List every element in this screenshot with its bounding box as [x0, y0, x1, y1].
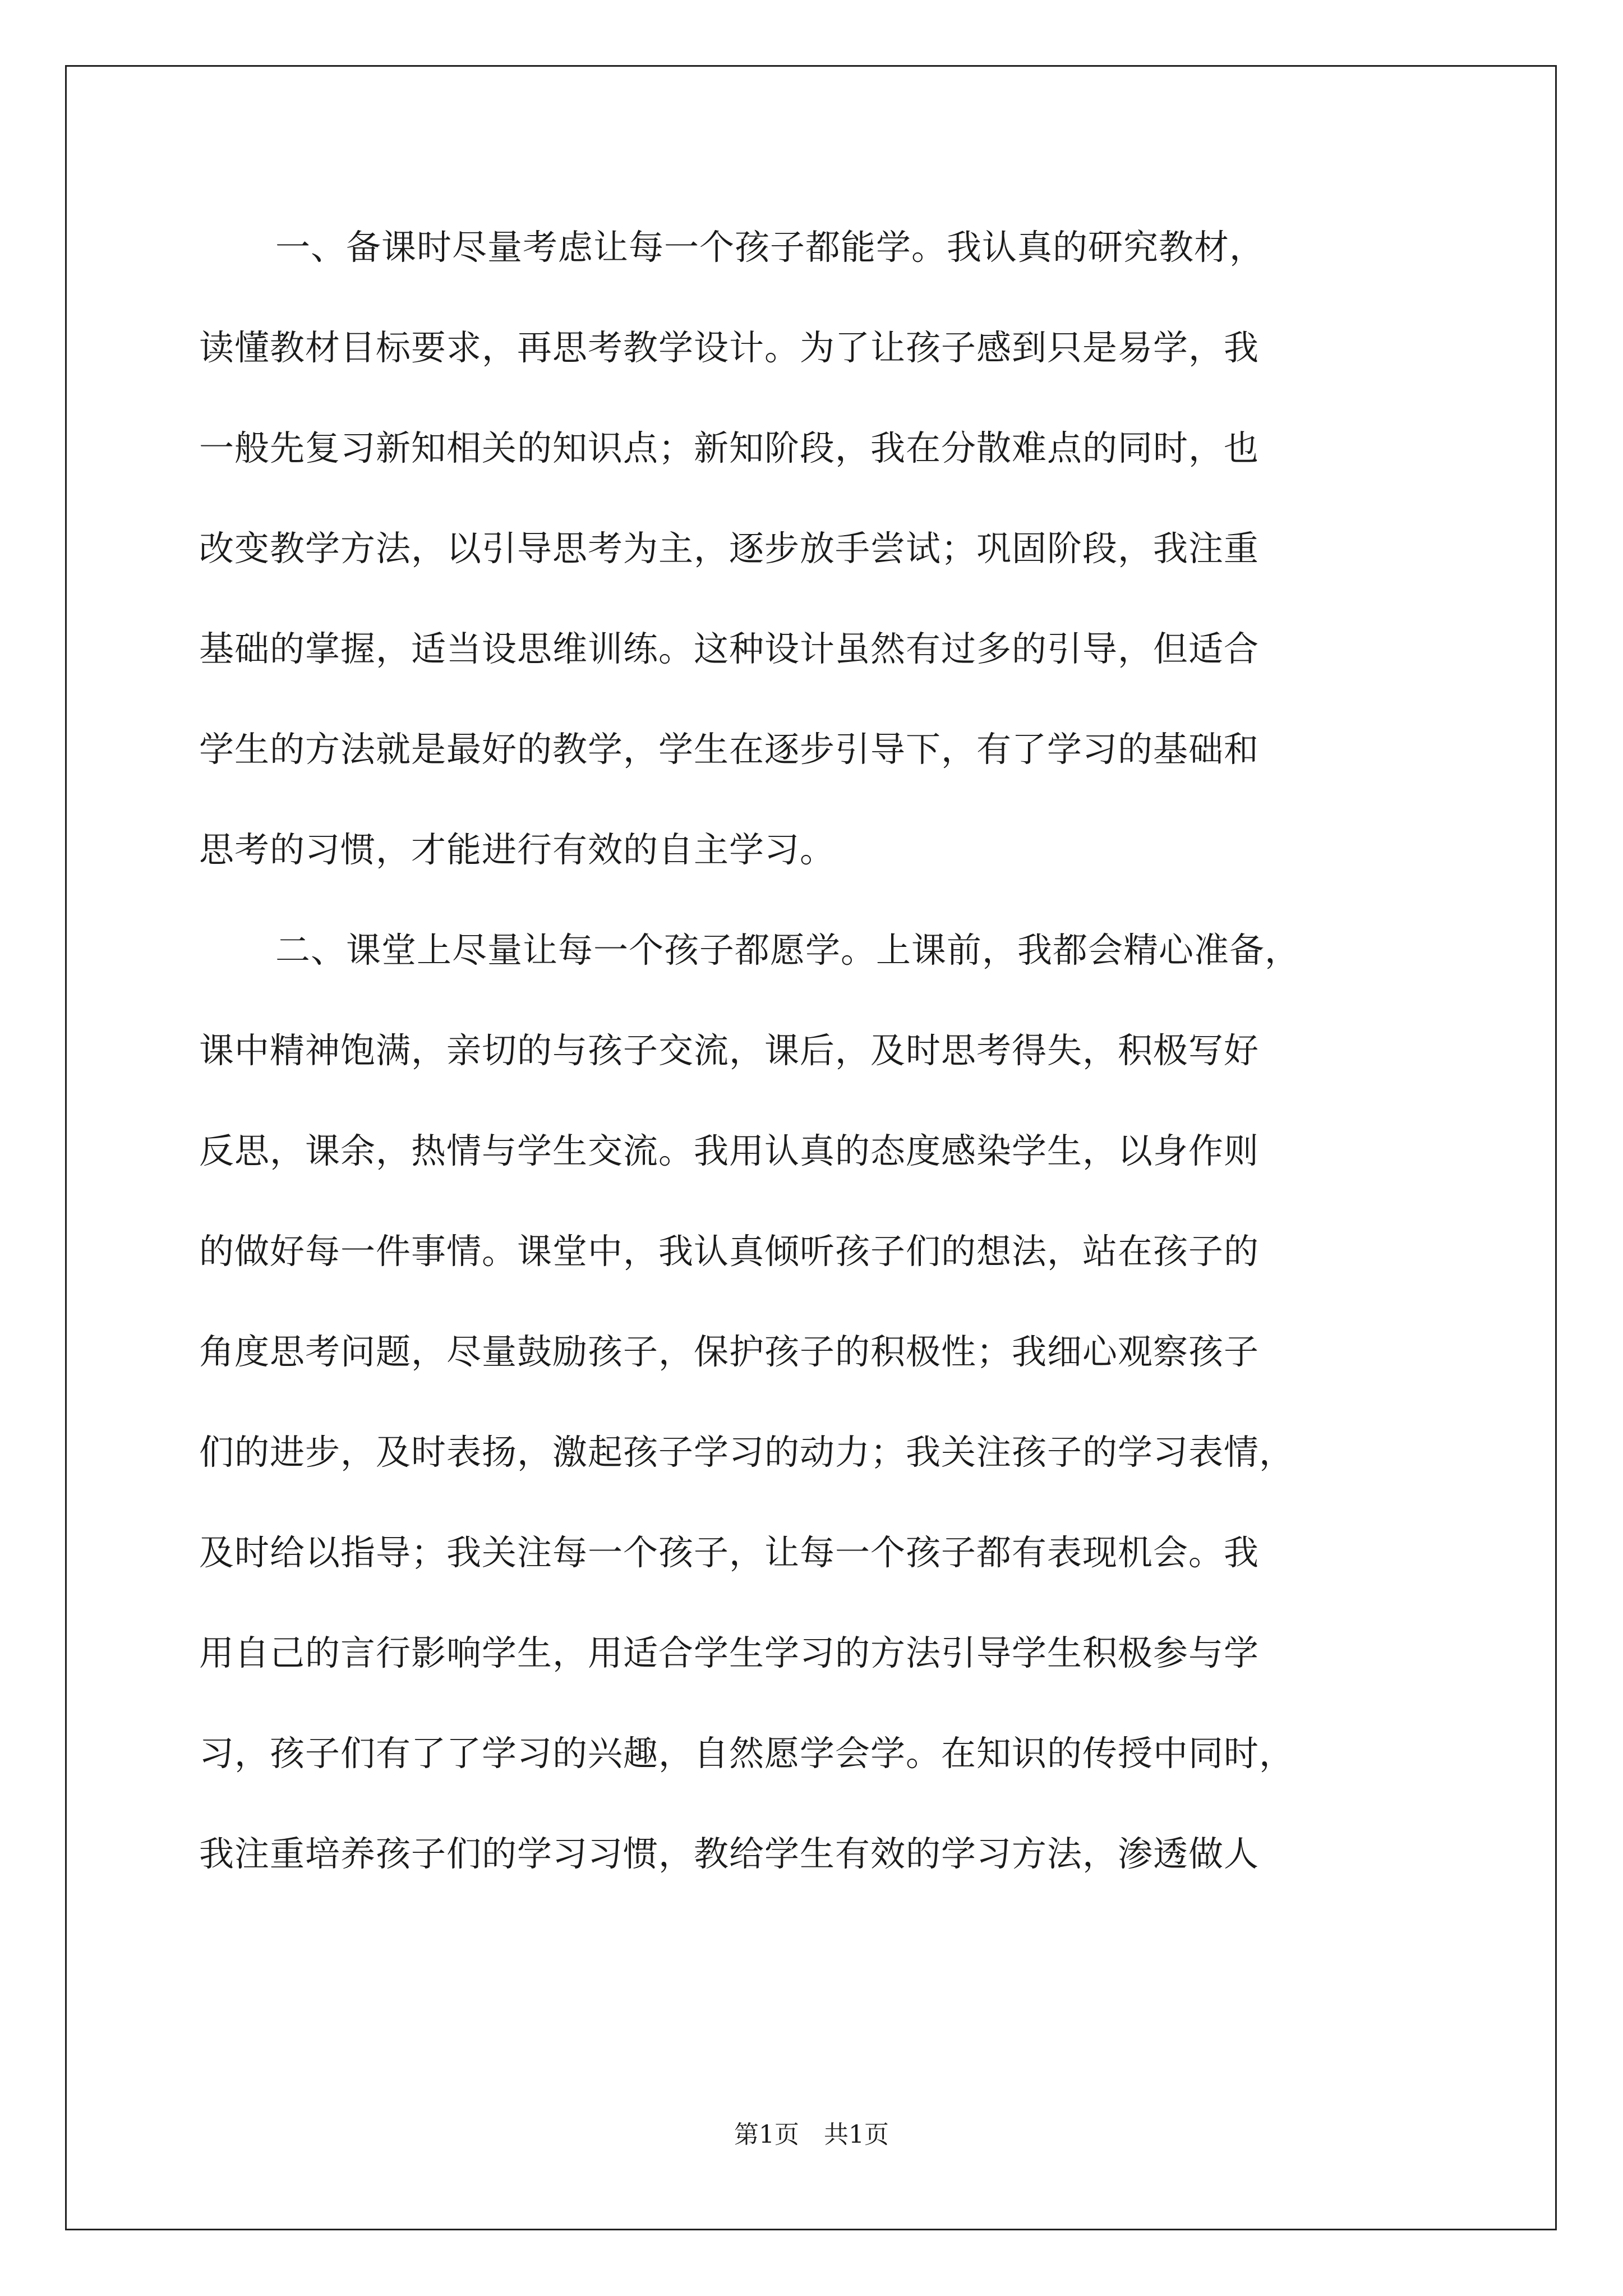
paragraph-1-line-2: 读懂教材目标要求，再思考教学设计。为了让孩子感到只是易学，我 [199, 327, 1260, 368]
paragraph-1-line-3: 一般先复习新知相关的知识点；新知阶段，我在分散难点的同时，也 [199, 427, 1260, 468]
paragraph-2-line-4: 的做好每一件事情。课堂中，我认真倾听孩子们的想法，站在孩子的 [199, 1231, 1260, 1272]
paragraph-2-line-6: 们的进步，及时表扬，激起孩子学习的动力；我关注孩子的学习表情， [199, 1432, 1295, 1473]
paragraph-2-line-10: 我注重培养孩子们的学习习惯，教给学生有效的学习方法，渗透做人 [199, 1833, 1260, 1874]
paragraph-2-line-2: 课中精神饱满，亲切的与孩子交流，课后，及时思考得失，积极写好 [199, 1030, 1260, 1071]
paragraph-2-line-1: 二、课堂上尽量让每一个孩子都愿学。上课前，我都会精心准备， [275, 930, 1301, 970]
paragraph-2-line-7: 及时给以指导；我关注每一个孩子，让每一个孩子都有表现机会。我 [199, 1532, 1260, 1573]
page-number-current: 第1页 [734, 2120, 799, 2149]
paragraph-1-line-4: 改变教学方法，以引导思考为主，逐步放手尝试；巩固阶段，我注重 [199, 528, 1260, 569]
paragraph-2-line-3: 反思，课余，热情与学生交流。我用认真的态度感染学生，以身作则 [199, 1130, 1260, 1171]
page-number-total: 共1页 [824, 2120, 889, 2149]
paragraph-1-line-7: 思考的习惯，才能进行有效的自主学习。 [199, 829, 836, 870]
paragraph-1-line-6: 学生的方法就是最好的教学，学生在逐步引导下，有了学习的基础和 [199, 729, 1260, 770]
paragraph-2-line-8: 用自己的言行影响学生，用适合学生学习的方法引导学生积极参与学 [199, 1632, 1260, 1673]
document-body [199, 222, 1424, 1929]
paragraph-1-line-1: 一、备课时尽量考虑让每一个孩子都能学。我认真的研究教材， [275, 227, 1265, 268]
paragraph-2-line-9: 习，孩子们有了了学习的兴趣，自然愿学会学。在知识的传授中同时， [199, 1733, 1295, 1774]
page-footer [0, 2119, 1623, 2151]
paragraph-1-line-5: 基础的掌握，适当设思维训练。这种设计虽然有过多的引导，但适合 [199, 628, 1260, 669]
paragraph-2-line-5: 角度思考问题，尽量鼓励孩子，保护孩子的积极性；我细心观察孩子 [199, 1331, 1260, 1372]
